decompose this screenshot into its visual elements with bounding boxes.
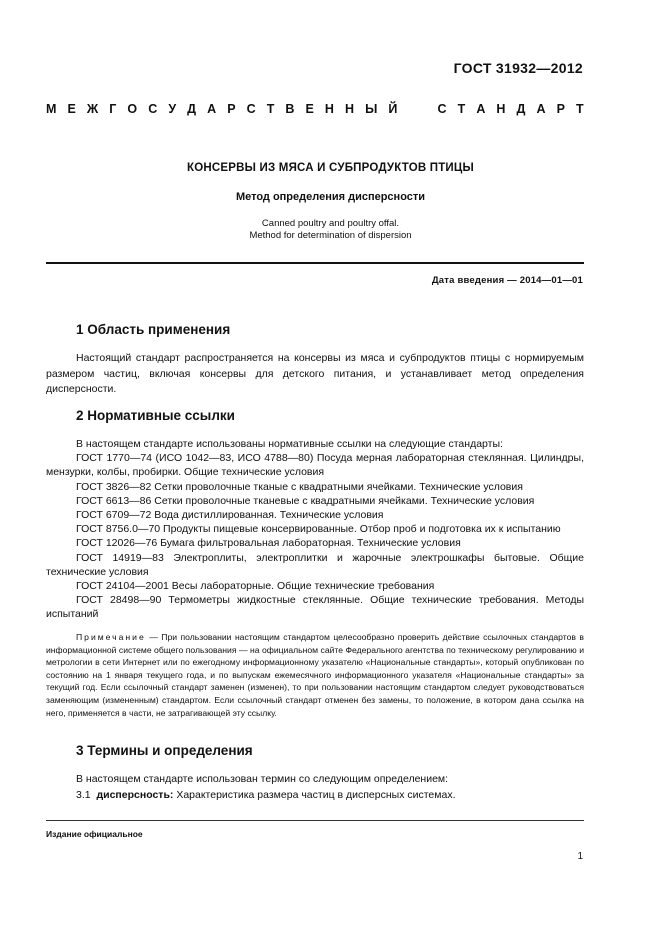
header-divider bbox=[46, 262, 584, 264]
references-intro: В настоящем стандарте использованы нормативные ссылки на следующие стандарты: bbox=[76, 438, 503, 450]
banner-letter: А bbox=[207, 102, 217, 116]
banner-letter: С bbox=[437, 102, 447, 116]
section1-text: Настоящий стандарт распространяется на консервы из мяса и субпродуктов птицы с нормируемым размером частиц, включая консервы для детского питания, и устанавливает метод определения дисперсности. bbox=[46, 352, 584, 395]
banner-letter: Д bbox=[187, 102, 197, 116]
term-text: Характеристика размера частиц в дисперсных системах. bbox=[173, 789, 456, 801]
banner-letter: Р bbox=[556, 102, 565, 116]
reference-item: ГОСТ 14919—83 Электроплиты, электроплитки и жарочные электрошкафы бытовые. Общие технические условия bbox=[46, 551, 584, 578]
section3-heading: 3 Термины и определения bbox=[76, 743, 253, 758]
reference-item: ГОСТ 3826—82 Сетки проволочные тканые с квадратными ячейками. Технические условия bbox=[76, 480, 523, 493]
banner-letter: Ж bbox=[86, 102, 99, 116]
banner-letter: Е bbox=[67, 102, 76, 116]
banner-letter: Т bbox=[266, 102, 275, 116]
banner-letter: У bbox=[168, 102, 177, 116]
banner-letter: О bbox=[127, 102, 138, 116]
banner-letter: А bbox=[536, 102, 546, 116]
banner-letter: С bbox=[148, 102, 158, 116]
banner-letter: Й bbox=[388, 102, 398, 116]
banner-letter: М bbox=[46, 102, 57, 116]
reference-item: ГОСТ 6613—86 Сетки проволочные тканевые с квадратными ячейками. Технические условия bbox=[76, 494, 535, 507]
edition-label: Издание официальное bbox=[46, 829, 143, 839]
banner-letter: Т bbox=[575, 102, 584, 116]
reference-item: ГОСТ 28498—90 Термометры жидкостные стеклянные. Общие технические требования. Методы испытаний bbox=[46, 594, 584, 621]
banner-letter: Т bbox=[457, 102, 466, 116]
page-number: 1 bbox=[577, 851, 583, 862]
banner-word-gap bbox=[408, 102, 426, 116]
references-note bbox=[46, 631, 584, 719]
banner-letter: Д bbox=[516, 102, 526, 116]
document-subtitle: Метод определения дисперсности bbox=[235, 191, 426, 203]
banner-letter: Г bbox=[109, 102, 117, 116]
reference-item: ГОСТ 6709—72 Вода дистиллированная. Технические условия bbox=[76, 509, 384, 522]
section2-heading: 2 Нормативные ссылки bbox=[76, 408, 235, 423]
banner-letter: Н bbox=[496, 102, 506, 116]
banner-letter: С bbox=[246, 102, 256, 116]
banner-letter: Р bbox=[227, 102, 236, 116]
footer-divider bbox=[46, 820, 584, 821]
introduction-date: Дата введения — 2014—01—01 bbox=[431, 275, 583, 286]
reference-item: ГОСТ 1770—74 (ИСО 1042—83, ИСО 4788—80) Посуда мерная лабораторная стеклянная. Цилиндры, мензурки, колбы, пробирки. Общие технические условия bbox=[46, 452, 584, 479]
note-lead: Примечание bbox=[76, 632, 146, 642]
english-title-line1: Canned poultry and poultry offal. bbox=[261, 218, 400, 229]
section1-body bbox=[46, 351, 584, 398]
reference-item: ГОСТ 8756.0—70 Продукты пищевые консервированные. Отбор проб и подготовка их к испытанию bbox=[76, 523, 561, 536]
banner-letter: Е bbox=[305, 102, 314, 116]
english-title-line2: Method for determination of dispersion bbox=[249, 230, 412, 241]
term-definition bbox=[46, 787, 584, 803]
standard-type-banner bbox=[46, 102, 584, 116]
reference-item: ГОСТ 24104—2001 Весы лабораторные. Общие технические требования bbox=[76, 580, 435, 593]
document-title: КОНСЕРВЫ ИЗ МЯСА И СУБПРОДУКТОВ ПТИЦЫ bbox=[187, 162, 474, 174]
banner-letter: Ы bbox=[365, 102, 378, 116]
normative-references-list bbox=[46, 437, 584, 622]
section3-body bbox=[46, 771, 584, 803]
note-text: — При пользовании настоящим стандартом целесообразно проверить действие ссылочных стандартов в информационной системе общего пользования — на официальном сайте Федерального агентства по техническому регулированию и метрологии в сети Интернет или по ежегодному информационному указателю «Национальные стандарты», который опубликован по состоянию на 1 января текущего года, и по выпускам ежемесячного информационного указателя «Национальные стандарты» за текущий год. Если ссылочный стандарт заменен (изменен), то при пользовании настоящим стандартом следует руководствоваться заменяющим (измененным) стандартом. Если ссылочный стандарт отменен без замены, то положение, в котором дана ссылка на него, применяется в части, не затрагивающей эту ссылку. bbox=[46, 632, 584, 718]
banner-letter: А bbox=[476, 102, 486, 116]
section1-heading: 1 Область применения bbox=[76, 322, 231, 337]
term-name: дисперсность: bbox=[96, 789, 174, 801]
reference-item: ГОСТ 12026—76 Бумага фильтровальная лабораторная. Технические условия bbox=[76, 537, 461, 550]
terms-intro: В настоящем стандарте использован термин со следующим определением: bbox=[76, 773, 449, 785]
term-number: 3.1 bbox=[76, 789, 91, 801]
banner-letter: Н bbox=[345, 102, 355, 116]
standard-code: ГОСТ 31932—2012 bbox=[453, 60, 583, 76]
banner-letter: В bbox=[285, 102, 295, 116]
banner-letter: Н bbox=[324, 102, 334, 116]
